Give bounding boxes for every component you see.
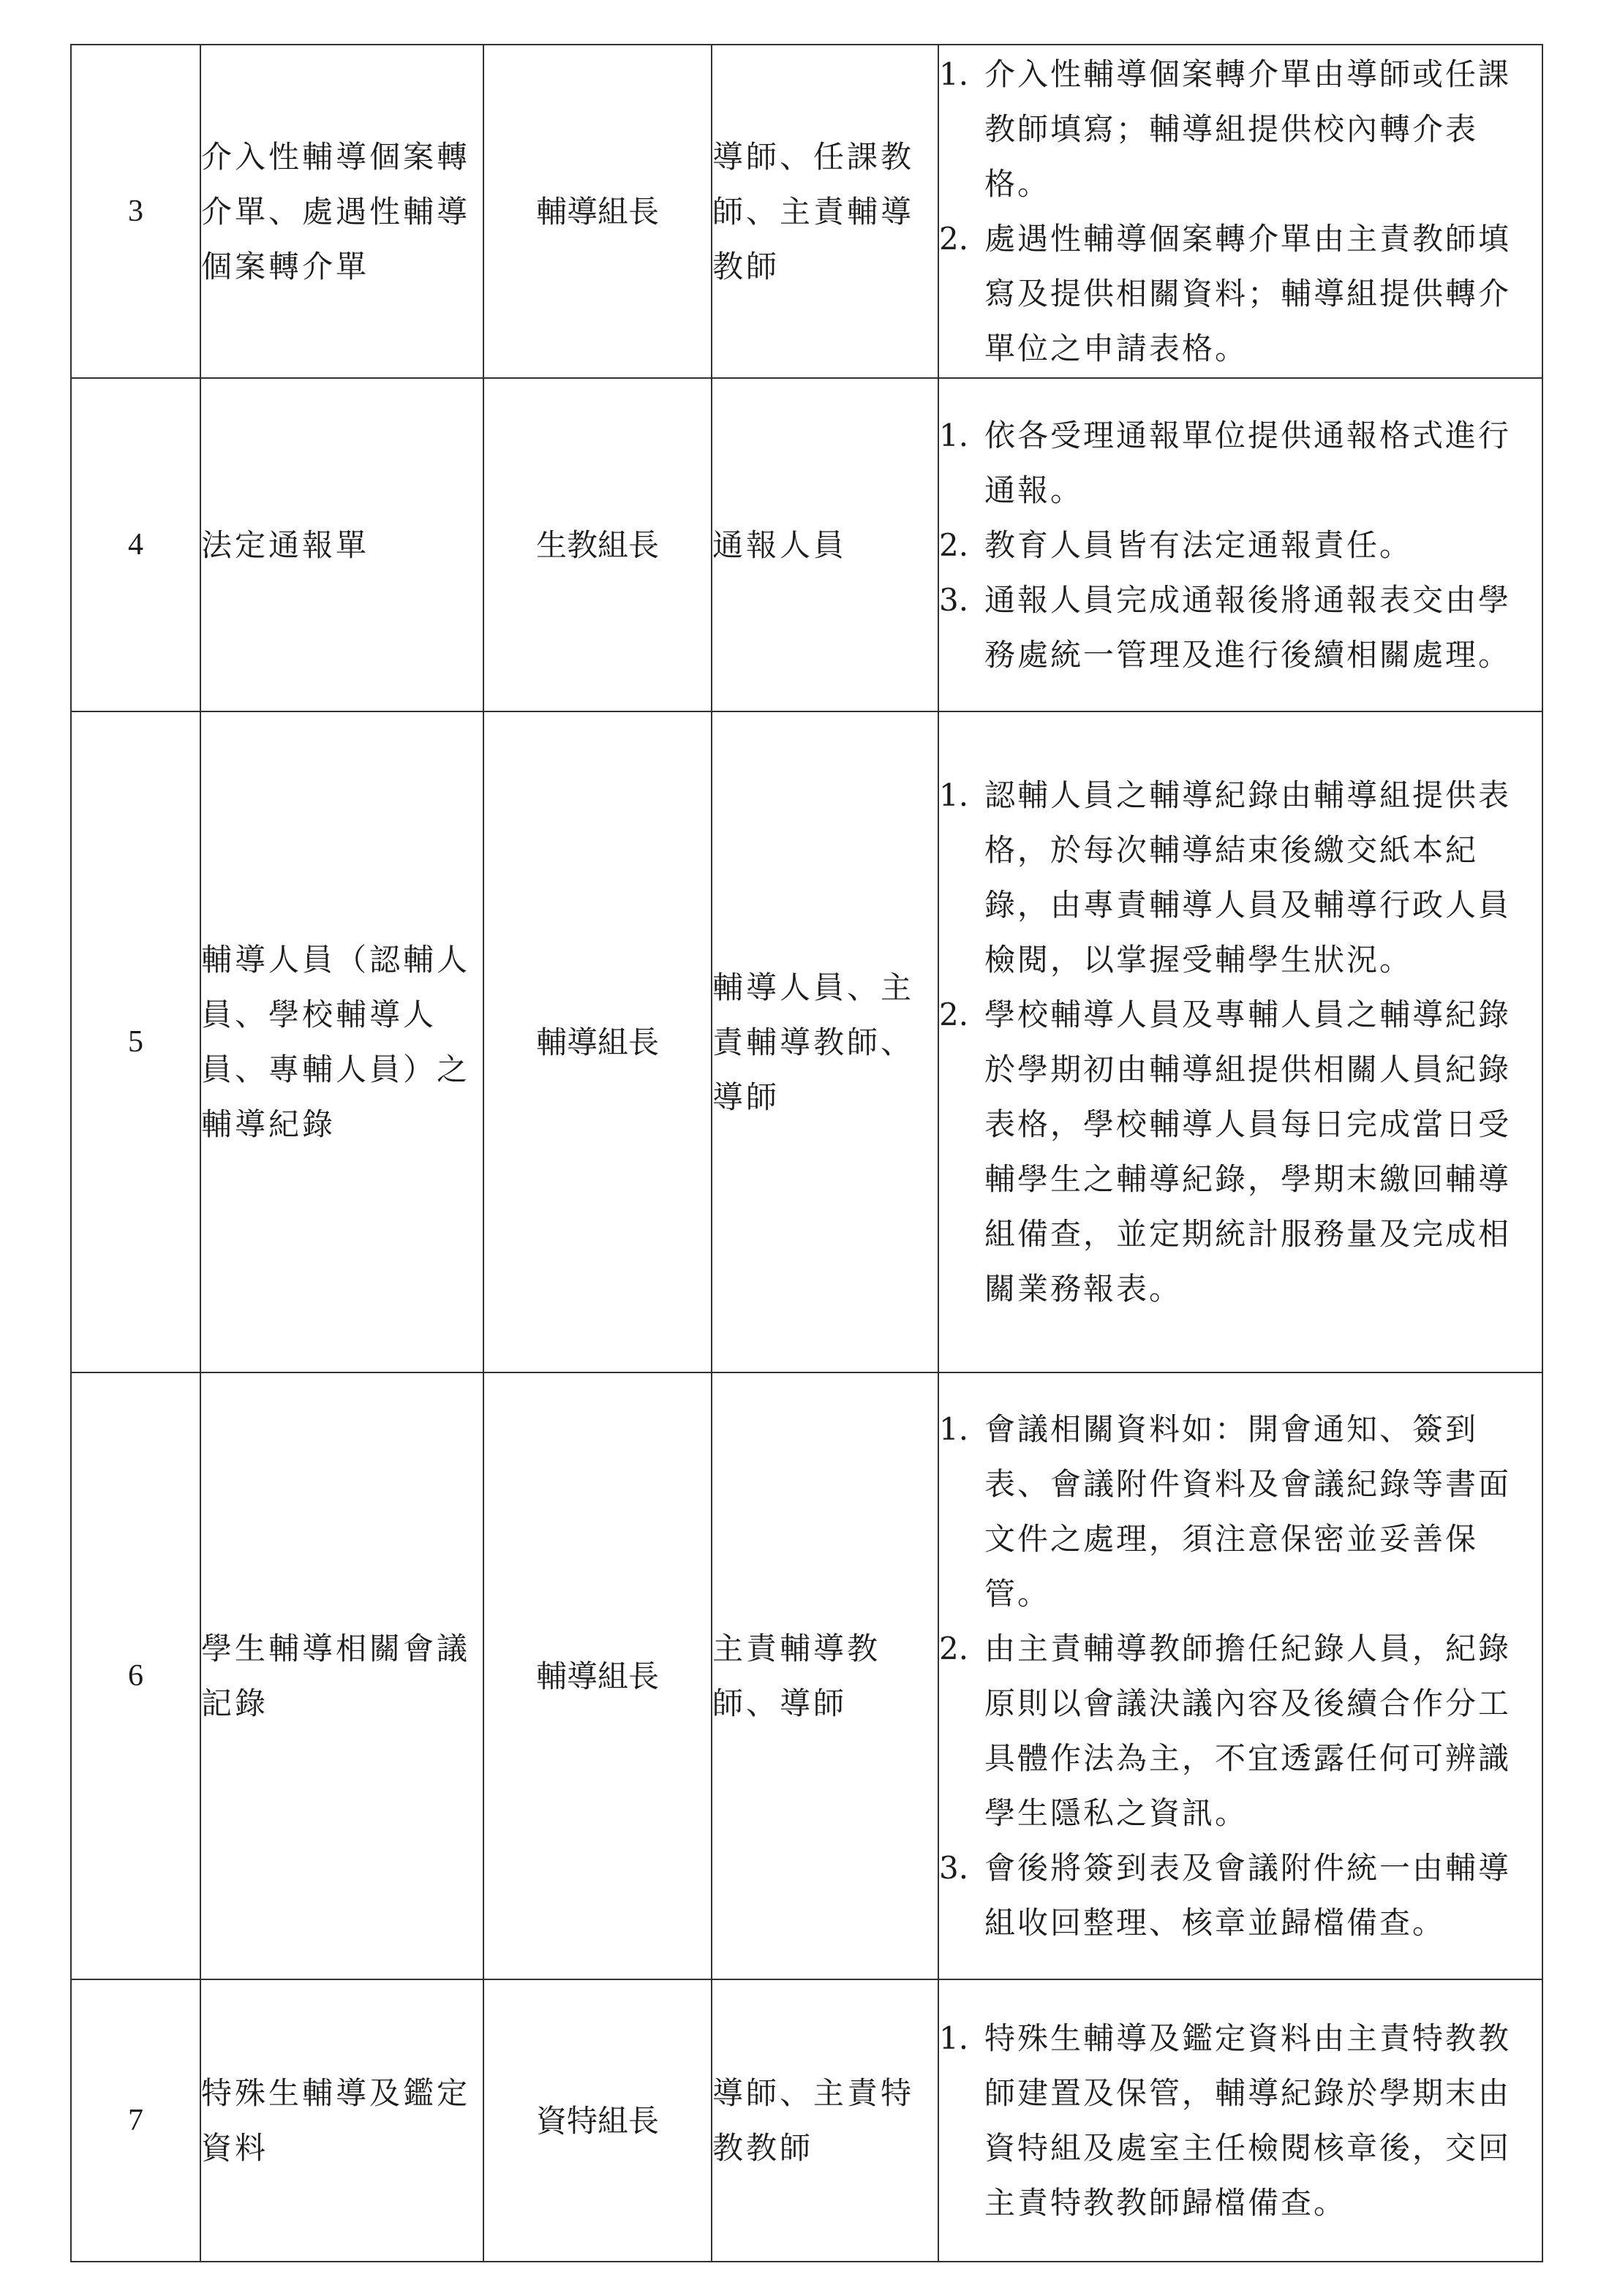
- note-item: [939, 1402, 1542, 1621]
- note-item: [939, 1840, 1542, 1950]
- record-name: [200, 711, 483, 1372]
- table-row: [71, 45, 1542, 378]
- record-name: [200, 1979, 483, 2262]
- record-target-text: 導師、任課教師、主責輔導教師: [712, 138, 915, 284]
- note-text: 處遇性輔導個案轉介單由主責教師填寫及提供相關資料；輔導組提供轉介單位之申請表格。: [984, 221, 1512, 366]
- note-number: 3.: [939, 581, 969, 618]
- note-text: 由主責輔導教師擔任紀錄人員，紀錄原則以會議決議內容及後續合作分工具體作法為主，不宜透露任何可辨識學生隱私之資訊。: [984, 1631, 1512, 1831]
- note-item: [939, 211, 1542, 376]
- note-text: 通報人員完成通報後將通報表交由學務處統一管理及進行後續相關處理。: [984, 581, 1512, 673]
- note-item: [939, 2011, 1542, 2230]
- note-text: 會議相關資料如：開會通知、簽到表、會議附件資料及會議紀錄等書面文件之處理，須注意保密並妥善保管。: [984, 1411, 1512, 1612]
- record-owner: 輔導組長: [483, 45, 712, 378]
- record-target: [712, 1372, 938, 1979]
- record-owner: 輔導組長: [483, 1372, 712, 1979]
- note-text: 特殊生輔導及鑑定資料由主責特教教師建置及保管，輔導紀錄於學期末由資特組及處室主任檢閱核章後，交回主責特教教師歸檔備查。: [984, 2020, 1512, 2221]
- record-name: [200, 45, 483, 378]
- note-item: [939, 1621, 1542, 1840]
- note-number: 1.: [939, 56, 969, 92]
- record-target-text: 主責輔導教師、導師: [712, 1631, 881, 1721]
- note-number: 1.: [939, 417, 969, 453]
- note-item: [939, 987, 1542, 1316]
- note-number: 2.: [939, 221, 969, 257]
- record-name: [200, 378, 483, 711]
- record-notes: [938, 1372, 1542, 1979]
- note-number: 3.: [939, 1850, 969, 1886]
- record-name: [200, 1372, 483, 1979]
- record-target: [712, 45, 938, 378]
- record-target: [712, 711, 938, 1372]
- row-number: 7: [71, 1979, 200, 2262]
- record-target-text: 導師、主責特教教師: [712, 2075, 915, 2166]
- record-target: [712, 378, 938, 711]
- row-number: 3: [71, 45, 200, 378]
- record-target: [712, 1979, 938, 2262]
- note-item: [939, 408, 1542, 518]
- note-text: 認輔人員之輔導紀錄由輔導組提供表格，於每次輔導結束後繳交紙本紀錄，由專責輔導人員及輔導行政人員檢閱，以掌握受輔學生狀況。: [984, 777, 1512, 978]
- record-owner: 輔導組長: [483, 711, 712, 1372]
- note-number: 2.: [939, 997, 969, 1032]
- record-name-text: 學生輔導相關會議記錄: [201, 1631, 471, 1721]
- records-table: [70, 44, 1543, 2262]
- note-number: 2.: [939, 1631, 969, 1666]
- row-number: 5: [71, 711, 200, 1372]
- record-name-text: 法定通報單: [201, 526, 370, 563]
- note-number: 2.: [939, 526, 969, 563]
- note-item: [939, 768, 1542, 987]
- record-notes: [938, 1979, 1542, 2262]
- table-row: [71, 1979, 1542, 2262]
- note-item: [939, 47, 1542, 211]
- note-item: [939, 518, 1542, 573]
- row-number: 4: [71, 378, 200, 711]
- table-row: [71, 1372, 1542, 1979]
- record-name-text: 特殊生輔導及鑑定資料: [201, 2075, 471, 2166]
- note-number: 1.: [939, 1411, 969, 1447]
- record-target-text: 通報人員: [712, 526, 848, 563]
- table-row: [71, 378, 1542, 711]
- record-name-text: 介入性輔導個案轉介單、處遇性輔導個案轉介單: [201, 138, 471, 284]
- record-owner: 資特組長: [483, 1979, 712, 2262]
- note-text: 學校輔導人員及專輔人員之輔導紀錄於學期初由輔導組提供相關人員紀錄表格，學校輔導人員每日完成當日受輔學生之輔導紀錄，學期末繳回輔導組備查，並定期統計服務量及完成相關業務報表。: [984, 997, 1512, 1307]
- note-text: 依各受理通報單位提供通報格式進行通報。: [984, 417, 1512, 508]
- note-text: 會後將簽到表及會議附件統一由輔導組收回整理、核章並歸檔備查。: [984, 1850, 1512, 1941]
- note-text: 介入性輔導個案轉介單由導師或任課教師填寫；輔導組提供校內轉介表格。: [984, 56, 1512, 202]
- table-row: [71, 711, 1542, 1372]
- record-notes: [938, 711, 1542, 1372]
- note-text: 教育人員皆有法定通報責任。: [984, 526, 1413, 563]
- record-owner: 生教組長: [483, 378, 712, 711]
- row-number: 6: [71, 1372, 200, 1979]
- note-number: 1.: [939, 2020, 969, 2056]
- note-item: [939, 573, 1542, 682]
- record-name-text: 輔導人員（認輔人員、學校輔導人員、專輔人員）之輔導紀錄: [201, 942, 471, 1142]
- record-notes: [938, 45, 1542, 378]
- record-target-text: 輔導人員、主責輔導教師、導師: [712, 969, 915, 1115]
- record-notes: [938, 378, 1542, 711]
- note-number: 1.: [939, 777, 969, 813]
